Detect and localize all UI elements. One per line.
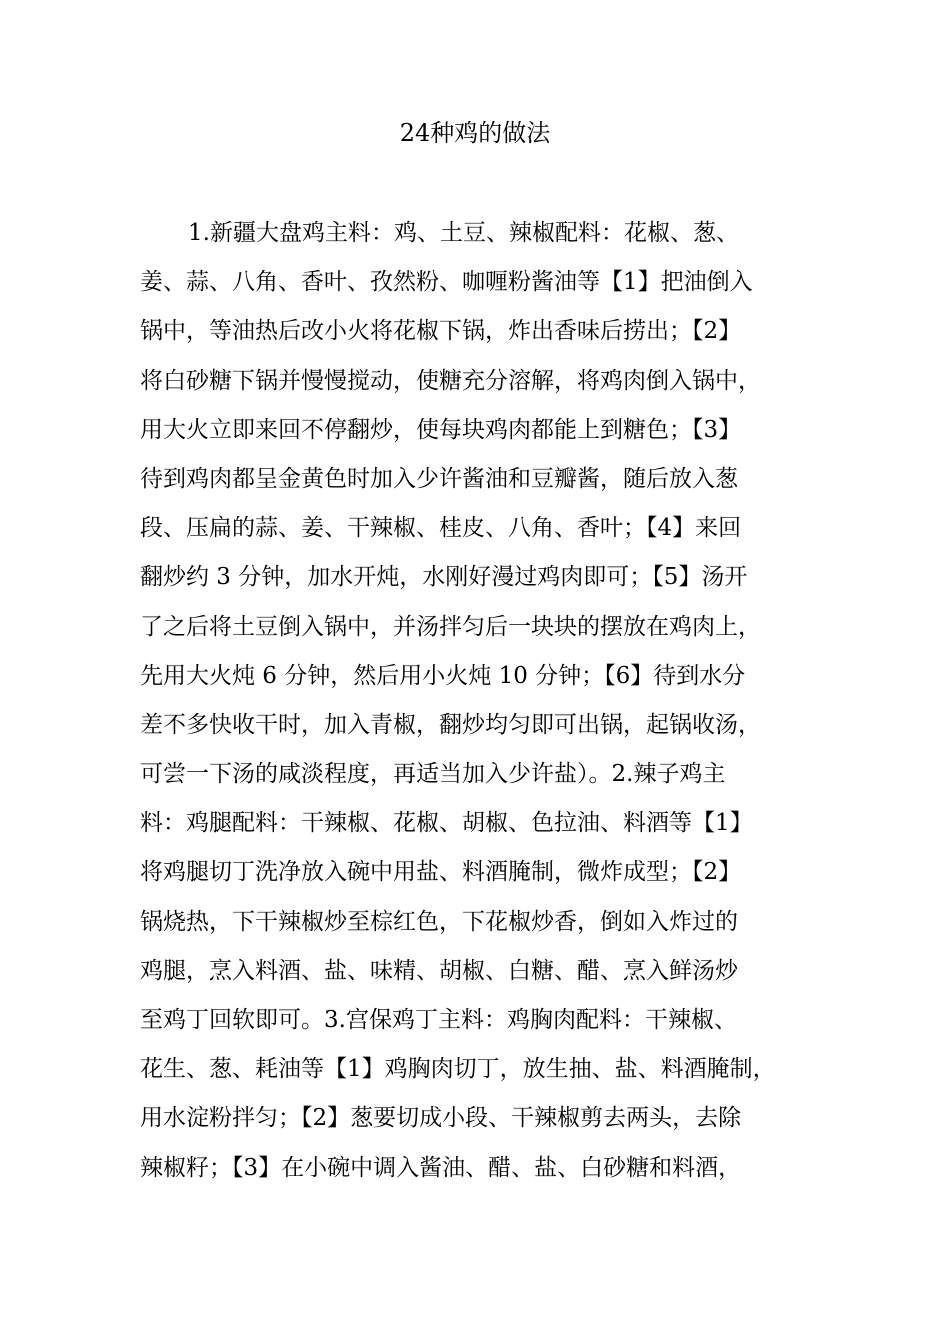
text-line: 翻炒约 3 分钟，加水开炖，水刚好漫过鸡肉即可；【5】汤开 xyxy=(140,564,748,591)
text-line: 先用大火炖 6 分钟，然后用小火炖 10 分钟；【6】待到水分 xyxy=(140,662,746,689)
text-line: 至鸡丁回软即可。3.宫保鸡丁主料：鸡胸肉配料：干辣椒、 xyxy=(140,1007,737,1033)
text-line: 待到鸡肉都呈金黄色时加入少许酱油和豆瓣酱，随后放入葱 xyxy=(140,465,738,492)
text-line: 锅中，等油热后改小火将花椒下锅，炸出香味后捞出；【2】 xyxy=(140,318,742,345)
text-line: 1.新疆大盘鸡主料：鸡、土豆、辣椒配料：花椒、葱、 xyxy=(188,220,739,246)
text-line: 姜、蒜、八角、香叶、孜然粉、咖喱粉酱油等【1】把油倒入 xyxy=(140,269,753,296)
text-line: 锅烧热，下干辣椒炒至棕红色，下花椒炒香，倒如入炸过的 xyxy=(140,908,738,935)
text-line: 了之后将土豆倒入锅中，并汤拌匀后一块块的摆放在鸡肉上， xyxy=(140,613,761,640)
text-line: 可尝一下汤的咸淡程度，再适当加入少许盐）。2.辣子鸡主 xyxy=(140,761,726,788)
text-line: 花生、葱、耗油等【1】鸡胸肉切丁，放生抽、盐、料酒腌制， xyxy=(140,1056,776,1083)
recipe-body xyxy=(140,209,830,1193)
text-line: 料：鸡腿配料：干辣椒、花椒、胡椒、色拉油、料酒等【1】 xyxy=(140,810,753,837)
text-line: 用大火立即来回不停翻炒，使每块鸡肉都能上到糖色；【3】 xyxy=(140,416,742,443)
text-line: 段、压扁的蒜、姜、干辣椒、桂皮、八角、香叶；【4】来回 xyxy=(140,515,742,542)
text-line: 将鸡腿切丁洗净放入碗中用盐、料酒腌制，微炸成型；【2】 xyxy=(140,859,742,886)
text-line: 辣椒籽；【3】在小碗中调入酱油、醋、盐、白砂糖和料酒， xyxy=(140,1154,742,1181)
text-line: 用水淀粉拌匀；【2】葱要切成小段、干辣椒剪去两头，去除 xyxy=(140,1105,742,1132)
page-title: 24种鸡的做法 xyxy=(399,119,551,147)
text-line: 鸡腿，烹入料酒、盐、味精、胡椒、白糖、醋、烹入鲜汤炒 xyxy=(140,957,738,984)
text-line: 将白砂糖下锅并慢慢搅动，使糖充分溶解，将鸡肉倒入锅中， xyxy=(140,367,761,394)
text-line: 差不多快收干时，加入青椒，翻炒均匀即可出锅，起锅收汤， xyxy=(140,711,761,738)
